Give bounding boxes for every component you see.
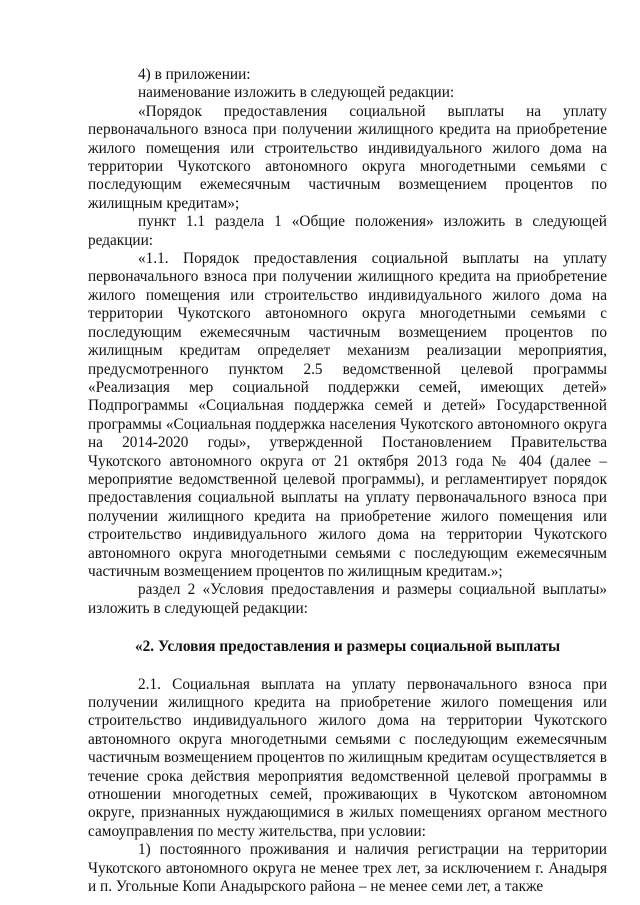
section-heading: «2. Условия предоставления и размеры социальной выплаты — [135, 638, 561, 656]
document-body — [88, 66, 607, 896]
paragraph-condition-1: 1) постоянного проживания и наличия регистрации на территории Чукотского автономного округа не менее трех лет, за исключением г. Анадыря и п. Угольные Копи Анадырского района – не менее семи лет, а также — [88, 841, 607, 896]
paragraph-new-title: «Порядок предоставления социальной выплаты на уплату первоначального взноса при получении жилищного кредита на приобретение жилого помещения или строительство индивидуального жилого дома на территории Чукотского автономного округа многодетными семьями с последующим ежемесячным частичным возмещением процентов по жилищным кредитам»; — [88, 102, 607, 212]
paragraph-clause-2-1: 2.1. Социальная выплата на уплату первоначального взноса при получении жилищного кредита на приобретение жилого помещения или строительство индивидуального жилого дома на территории Чукотского автономного округа многодетными семьями с последующим ежемесячным частичным возмещением процентов по жилищным кредитам осуществляется в течение срока действия мероприятия ведомственной целевой программы в отношении многодетных семей, проживающих в Чукотском автономном округе, признанных нуждающимися в жилых помещениях органом местного самоуправления по месту жительства, при условии: — [88, 675, 607, 840]
paragraph-clause-instruction: пункт 1.1 раздела 1 «Общие положения» изложить в следующей редакции: — [88, 213, 607, 249]
paragraph-title-instruction: наименование изложить в следующей редакции: — [138, 84, 455, 102]
paragraph-clause-1-1: «1.1. Порядок предоставления социальной выплаты на уплату первоначального взноса при получении жилищного кредита на приобретение жилого помещения или строительство индивидуального жилого дома на территории Чукотского автономного округа многодетными семьями с последующим ежемесячным частичным возмещением процентов по жилищным кредитам определяет механизм реализации мероприятия, предусмотренного пунктом 2.5 ведомственной целевой программы «Реализация мер социальной поддержки семей, имеющих детей» Подпрограммы «Социальная поддержка семей и детей» Государственной программы «Социальная поддержка населения Чукотского автономного округа на 2014-2020 годы», утвержденной Постановлением Правительства Чукотского автономного округа от 21 октября 2013 года № 404 (далее – мероприятие ведомственной целевой программы), и регламентирует порядок предоставления социальной выплаты на уплату первоначального взноса при получении жилищного кредита на приобретение жилого помещения или строительство индивидуального жилого дома на территории Чукотского автономного округа многодетными семьями с последующим ежемесячным частичным возмещением процентов по жилищным кредитам.»; — [88, 250, 607, 580]
paragraph-appendix-item: 4) в приложении: — [138, 66, 251, 83]
paragraph-section-instruction: раздел 2 «Условия предоставления и размеры социальной выплаты» изложить в следующей редакции: — [88, 581, 607, 617]
